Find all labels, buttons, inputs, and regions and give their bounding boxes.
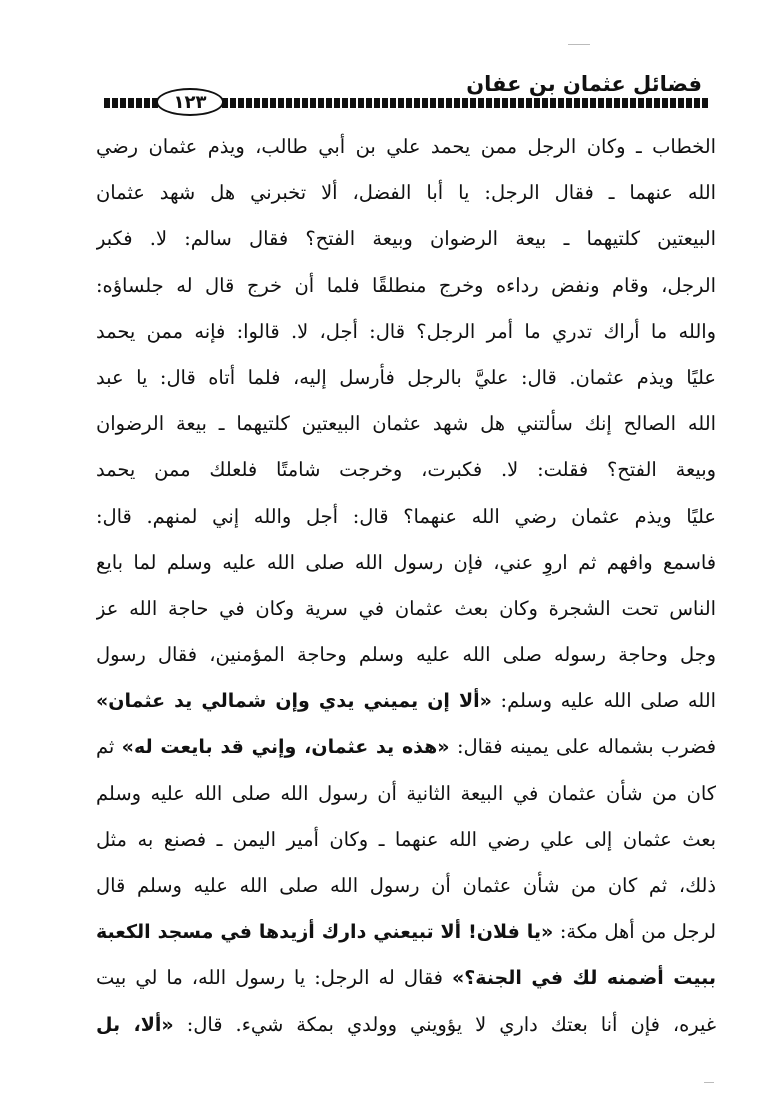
page-number: ١٢٣ [156, 88, 224, 116]
text-segment: عليًا ويذم عثمان. قال: عليَّ بالرجل فأرسل إليه، فلما أتاه قال: يا عبد [96, 365, 716, 389]
hadith-quote: ببيت أضمنه لك في الجنة؟» [451, 967, 716, 990]
text-line [96, 447, 716, 493]
text-line [96, 1002, 716, 1048]
text-line [96, 494, 716, 540]
scan-mark [568, 44, 590, 45]
text-line [96, 817, 716, 863]
text-line [96, 263, 716, 309]
text-segment: الله الصالح إنك سألتني هل شهد عثمان البيعتين كلتيهما ـ بيعة الرضوان [96, 412, 716, 436]
text-line [96, 124, 716, 170]
text-segment: ذلك، ثم كان من شأن عثمان أن رسول الله صلى الله عليه وسلم قال [96, 874, 716, 897]
text-segment: كان من شأن عثمان في البيعة الثانية أن رسول الله صلى الله عليه وسلم [96, 781, 716, 805]
text-line [96, 909, 716, 955]
text-segment: البيعتين كلتيهما ـ بيعة الرضوان وبيعة الفتح؟ فقال سالم: لا. فكبر [96, 227, 716, 251]
hadith-quote: «يا فلان! ألا تبيعني دارك أزيدها في مسجد الكعبة [96, 921, 554, 944]
text-segment: عليًا ويذم عثمان رضي الله عنهما؟ قال: أجل والله إني لمنهم. قال: [96, 504, 716, 528]
header-rule-right [222, 98, 708, 108]
text-segment: ثم [96, 735, 122, 759]
text-segment: وجل وحاجة رسوله صلى الله عليه وسلم وحاجة المؤمنين، فقال رسول [96, 643, 716, 667]
text-segment: الله صلى الله عليه وسلم: [491, 689, 716, 713]
scan-mark [704, 1082, 714, 1083]
text-segment: فضرب بشماله على يمينه فقال: [449, 735, 716, 759]
text-segment: الرجل، وقام ونفض رداءه وخرج منطلقًا فلما أن خرج قال له جلساؤه: [96, 273, 716, 297]
text-line [96, 170, 716, 216]
text-line [96, 632, 716, 678]
running-title: فضائل عثمان بن عفان [466, 72, 702, 96]
text-line [96, 724, 716, 770]
text-segment: لرجل من أهل مكة: [553, 920, 716, 944]
text-line [96, 216, 716, 262]
body-text [96, 124, 716, 1048]
text-line [96, 678, 716, 724]
text-line [96, 309, 716, 355]
text-line [96, 955, 716, 1001]
text-segment: فاسمع وافهم ثم اروِ عني، فإن رسول الله صلى الله عليه وسلم لما بايع [96, 550, 716, 574]
text-segment: بعث عثمان إلى علي رضي الله عنهما ـ وكان أمير اليمن ـ فصنع به مثل [96, 827, 716, 851]
text-line [96, 401, 716, 447]
text-segment: فقال له الرجل: يا رسول الله، ما لي بيت [96, 966, 452, 990]
text-segment: الله عنهما ـ فقال الرجل: يا أبا الفضل، ألا تخبرني هل شهد عثمان [96, 181, 716, 205]
text-segment: غيره، فإن أنا بعتك داري لا يؤويني وولدي بمكة شيء. قال: [173, 1012, 716, 1036]
text-line [96, 771, 716, 817]
text-segment: الخطاب ـ وكان الرجل ممن يحمد علي بن أبي طالب، ويذم عثمان رضي [96, 135, 716, 158]
text-segment: الناس تحت الشجرة وكان بعث عثمان في سرية وكان في حاجة الله عز [96, 596, 716, 620]
hadith-quote: «ألا، بل [96, 1013, 174, 1036]
hadith-quote: «هذه يد عثمان، وإني قد بايعت له» [121, 736, 450, 759]
text-line [96, 355, 716, 401]
text-line [96, 863, 716, 909]
text-segment: وبيعة الفتح؟ فقلت: لا. فكبرت، وخرجت شامتًا فلعلك ممن يحمد [96, 458, 716, 482]
text-segment: والله ما أراك تدري ما أمر الرجل؟ قال: أجل، لا. قالوا: فإنه ممن يحمد [96, 319, 716, 343]
header-rule-left [104, 98, 158, 108]
text-line [96, 540, 716, 586]
text-line [96, 586, 716, 632]
hadith-quote: «ألا إن يميني يدي وإن شمالي يد عثمان» [96, 690, 492, 713]
